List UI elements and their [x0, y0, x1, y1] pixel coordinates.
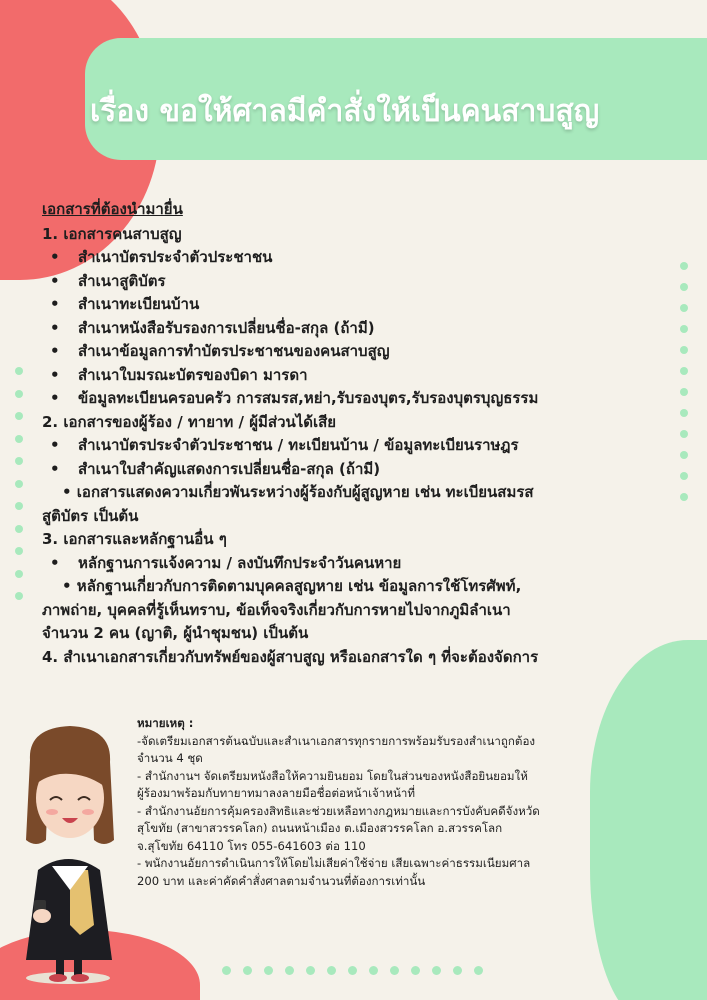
section-4 — [42, 646, 672, 670]
decor-dot — [680, 283, 688, 291]
list-item: • สำเนาบัตรประจำตัวประชาชน — [50, 248, 273, 266]
decor-dot — [15, 390, 23, 398]
section-1 — [42, 223, 672, 411]
section-label: 4. สำเนาเอกสารเกี่ยวกับทรัพย์ของผู้สาบสูญ หรือเอกสารใด ๆ ที่จะต้องจัดการ — [42, 647, 539, 666]
notes-line: -จัดเตรียมเอกสารต้นฉบับและสำเนาเอกสารทุกรายการพร้อมรับรองสำเนาถูกต้อง — [137, 733, 536, 748]
section-heading: เอกสารที่ต้องนำมายื่น — [42, 200, 183, 218]
list-item-wrapped: • เอกสารแสดงความเกี่ยวพันระหว่างผู้ร้องกับผู้สูญหาย เช่น ทะเบียนสมรส — [62, 483, 534, 501]
list-item: • สำเนาสูติบัตร — [50, 271, 166, 290]
decor-dot — [453, 966, 462, 975]
section-label: 3. เอกสารและหลักฐานอื่น ๆ — [42, 530, 227, 548]
lawyer-in-robe-illustration — [8, 720, 138, 985]
decor-dot — [680, 430, 688, 438]
decor-dot — [680, 493, 688, 501]
list-item-wrapped-cont: ภาพถ่าย, บุคคลที่รู้เห็นทราบ, ข้อเท็จจริงเกี่ยวกับการหายไปจากภูมิลำเนา — [42, 600, 511, 619]
decor-dot — [680, 367, 688, 375]
decor-dot — [327, 966, 336, 975]
document-list — [42, 198, 672, 669]
decor-dot — [680, 472, 688, 480]
notes-box — [137, 715, 667, 890]
decor-dot — [680, 304, 688, 312]
decor-dot — [680, 346, 688, 354]
decor-dot — [243, 966, 252, 975]
list-item: • ข้อมูลทะเบียนครอบครัว การสมรส,หย่า,รับรองบุตร,รับรองบุตรบุญธรรม — [50, 389, 539, 407]
decor-dot — [680, 388, 688, 396]
decor-dot — [15, 412, 23, 420]
page-title: เรื่อง ขอให้ศาลมีคำสั่งให้เป็นคนสาบสูญ — [90, 94, 600, 129]
decor-dot — [474, 966, 483, 975]
notes-line: - สำนักงานอัยการคุ้มครองสิทธิและช่วยเหลือทางกฎหมายและการบังคับคดีจังหวัด — [137, 803, 540, 818]
notes-line: 200 บาท และค่าคัดคำสั่งศาลตามจำนวนที่ต้องการเท่านั้น — [137, 873, 426, 888]
decor-dot — [15, 435, 23, 443]
notes-line: - พนักงานอัยการดำเนินการให้โดยไม่เสียค่าใช้จ่าย เสียเฉพาะค่าธรรมเนียมศาล — [137, 856, 531, 870]
notes-line: - สำนักงานฯ จัดเตรียมหนังสือให้ความยินยอม โดยในส่วนของหนังสือยินยอมให้ — [137, 768, 528, 783]
decor-dot — [306, 966, 315, 975]
decor-dot — [15, 367, 23, 375]
notes-line: จำนวน 4 ชุด — [137, 751, 203, 765]
decor-dot — [15, 547, 23, 555]
decor-dot — [264, 966, 273, 975]
list-item-wrapped: • หลักฐานเกี่ยวกับการติดตามบุคคลสูญหาย เช่น ข้อมูลการใช้โทรศัพท์, — [62, 577, 522, 595]
notes-line: สุโขทัย (สาขาสวรรคโลก) ถนนหน้าเมือง ต.เมืองสวรรคโลก อ.สวรรคโลก — [137, 821, 503, 835]
decor-dot — [680, 262, 688, 270]
decor-dot — [222, 966, 231, 975]
decor-dot — [411, 966, 420, 975]
list-item: • สำเนาทะเบียนบ้าน — [50, 295, 200, 313]
decor-dot — [680, 325, 688, 333]
section-label: 2. เอกสารของผู้ร้อง / ทายาท / ผู้มีส่วนได้เสีย — [42, 412, 337, 431]
decor-dot — [285, 966, 294, 975]
section-3 — [42, 528, 672, 646]
list-item: • สำเนาใบมรณะบัตรของบิดา มารดา — [50, 365, 308, 384]
decor-dot — [369, 966, 378, 975]
list-item-wrapped-cont: จำนวน 2 คน (ญาติ, ผู้นำชุมชน) เป็นต้น — [42, 624, 309, 642]
decor-dot — [348, 966, 357, 975]
decor-dot — [680, 451, 688, 459]
notes-line: จ.สุโขทัย 64110 โทร 055-641603 ต่อ 110 — [137, 838, 366, 853]
list-item: • หลักฐานการแจ้งความ / ลงบันทึกประจำวันคนหาย — [50, 553, 402, 572]
decor-dot — [15, 502, 23, 510]
list-item-wrapped-cont: สูติบัตร เป็นต้น — [42, 506, 139, 525]
decor-dot — [15, 592, 23, 600]
list-item: • สำเนาข้อมูลการทำบัตรประชาชนของคนสาบสูญ — [50, 342, 390, 360]
decor-dot — [15, 525, 23, 533]
section-label: 1. เอกสารคนสาบสูญ — [42, 224, 182, 243]
section-2 — [42, 411, 672, 529]
list-item: • สำเนาใบสำคัญแสดงการเปลี่ยนชื่อ-สกุล (ถ้ามี) — [50, 459, 381, 478]
decor-dot — [15, 570, 23, 578]
decor-dot — [390, 966, 399, 975]
notes-heading: หมายเหตุ : — [137, 716, 194, 730]
list-item: • สำเนาหนังสือรับรองการเปลี่ยนชื่อ-สกุล (ถ้ามี) — [50, 318, 375, 337]
decor-dot — [432, 966, 441, 975]
list-item: • สำเนาบัตรประจำตัวประชาชน / ทะเบียนบ้าน / ข้อมูลทะเบียนราษฎร — [50, 436, 519, 454]
decor-dots-bottom — [222, 966, 483, 975]
decor-dot — [15, 457, 23, 465]
decor-dots-left — [15, 367, 23, 600]
decor-dot — [680, 409, 688, 417]
notes-line: ผู้ร้องมาพร้อมกับทายาทมาลงลายมือชื่อต่อหน้าเจ้าหน้าที่ — [137, 786, 416, 800]
decor-dots-right — [680, 262, 688, 501]
decor-dot — [15, 480, 23, 488]
